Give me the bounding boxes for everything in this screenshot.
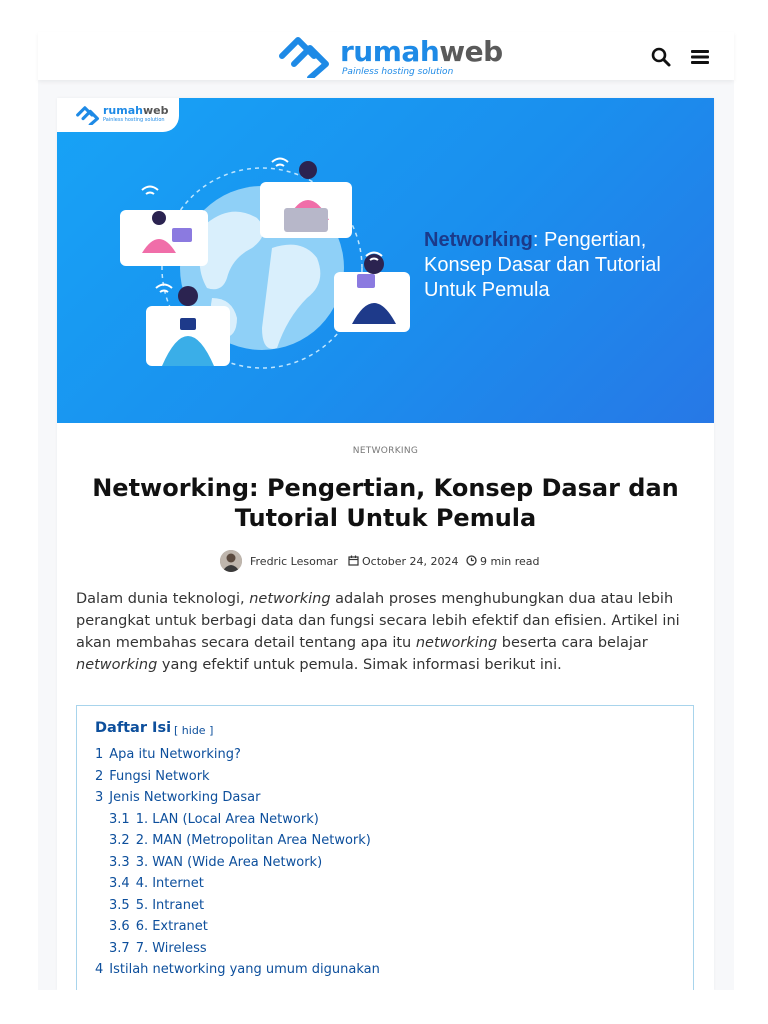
- category-label[interactable]: NETWORKING: [352, 446, 419, 456]
- toc-item-label: Istilah networking yang umum digunakan: [109, 962, 380, 977]
- toc-item[interactable]: [95, 787, 380, 809]
- toc-item[interactable]: [95, 895, 380, 917]
- toc-item[interactable]: [95, 744, 380, 766]
- logo-mark-icon: [75, 105, 101, 125]
- hero-headline-emphasis: Networking: [424, 229, 533, 251]
- hero-badge-tagline: Painless hosting solution: [103, 117, 165, 123]
- toc-item-number: 3.7: [109, 940, 130, 956]
- toc-item-label: 4. Internet: [135, 876, 204, 891]
- article-intro: Dalam dunia teknologi, networking adalah proses menghubungkan dua atau lebih perangkat untuk berbagi data dan fungsi secara lebih efektif dan efisien. Artikel ini akan membahas secara detail tentang apa itu networking beserta cara belajar networking yang efektif untuk pemula. Simak informasi berikut ini.: [76, 591, 680, 673]
- toc-item-number: 2: [95, 768, 104, 784]
- toc-item-number: 1: [95, 747, 104, 762]
- toc-item[interactable]: [95, 916, 380, 938]
- site-logo[interactable]: [276, 34, 536, 78]
- toc-item-number: 3.3: [109, 854, 130, 870]
- toc-hide-toggle[interactable]: [ hide ]: [174, 724, 214, 737]
- toc-item-label: Apa itu Networking?: [109, 747, 241, 762]
- toc-item-label: 6. Extranet: [135, 919, 208, 934]
- toc-item[interactable]: [95, 959, 380, 981]
- article-card: [57, 98, 714, 990]
- read-time: 9 min read: [480, 555, 540, 568]
- toc-item-number: 3.2: [109, 833, 130, 848]
- toc-list: [95, 744, 380, 981]
- clock-icon: [466, 555, 477, 566]
- article-meta: [57, 550, 714, 574]
- toc-item-number: 3.4: [109, 876, 130, 891]
- toc-item[interactable]: [95, 938, 380, 960]
- publish-date: October 24, 2024: [362, 555, 459, 568]
- toc-item-label: Jenis Networking Dasar: [109, 790, 261, 805]
- toc-item-label: Fungsi Network: [109, 768, 210, 784]
- toc-item[interactable]: [95, 852, 380, 874]
- hero-headline: [424, 228, 694, 303]
- toc-item-label: 3. WAN (Wide Area Network): [135, 854, 323, 870]
- calendar-icon: [348, 555, 359, 566]
- toc-item[interactable]: [95, 809, 380, 831]
- logo-tagline: Painless hosting solution: [342, 67, 454, 77]
- networking-illustration: [112, 148, 412, 378]
- toc-item-label: 5. Intranet: [135, 897, 205, 913]
- avatar[interactable]: [220, 550, 242, 572]
- site-header: [38, 32, 734, 80]
- hamburger-menu-icon[interactable]: [689, 46, 711, 68]
- toc-heading: Daftar Isi: [95, 720, 172, 736]
- toc-item-label: 7. Wireless: [135, 940, 207, 956]
- logo-mark-icon: [276, 34, 334, 78]
- toc-item-number: 4: [95, 962, 104, 977]
- toc-item[interactable]: [95, 873, 380, 895]
- search-icon[interactable]: [650, 46, 672, 68]
- toc-item[interactable]: [95, 830, 380, 852]
- author-name[interactable]: Fredric Lesomar: [250, 555, 338, 568]
- hero-headline-rest: : Pengertian, Konsep Dasar dan Tutorial Untuk Pemula: [424, 229, 661, 301]
- toc-item-number: 3.1: [109, 811, 130, 827]
- toc-item-label: 1. LAN (Local Area Network): [135, 811, 319, 827]
- hero-brand-badge: [57, 98, 179, 132]
- toc-item-number: 3: [95, 790, 104, 805]
- toc-item-number: 3.6: [109, 919, 130, 934]
- article-title: Networking: Pengertian, Konsep Dasar dan Tutorial Untuk Pemula: [92, 474, 679, 532]
- page-bottom-strip: [0, 990, 768, 1024]
- author-avatar-icon: [220, 550, 242, 572]
- toc-item-number: 3.5: [109, 897, 130, 913]
- table-of-contents: [76, 705, 694, 1007]
- hero-badge-wordmark: rumahweb: [103, 104, 169, 117]
- toc-item[interactable]: [95, 766, 380, 788]
- logo-wordmark: rumahweb: [340, 35, 503, 68]
- toc-item-label: 2. MAN (Metropolitan Area Network): [135, 833, 371, 848]
- featured-image: [57, 98, 714, 423]
